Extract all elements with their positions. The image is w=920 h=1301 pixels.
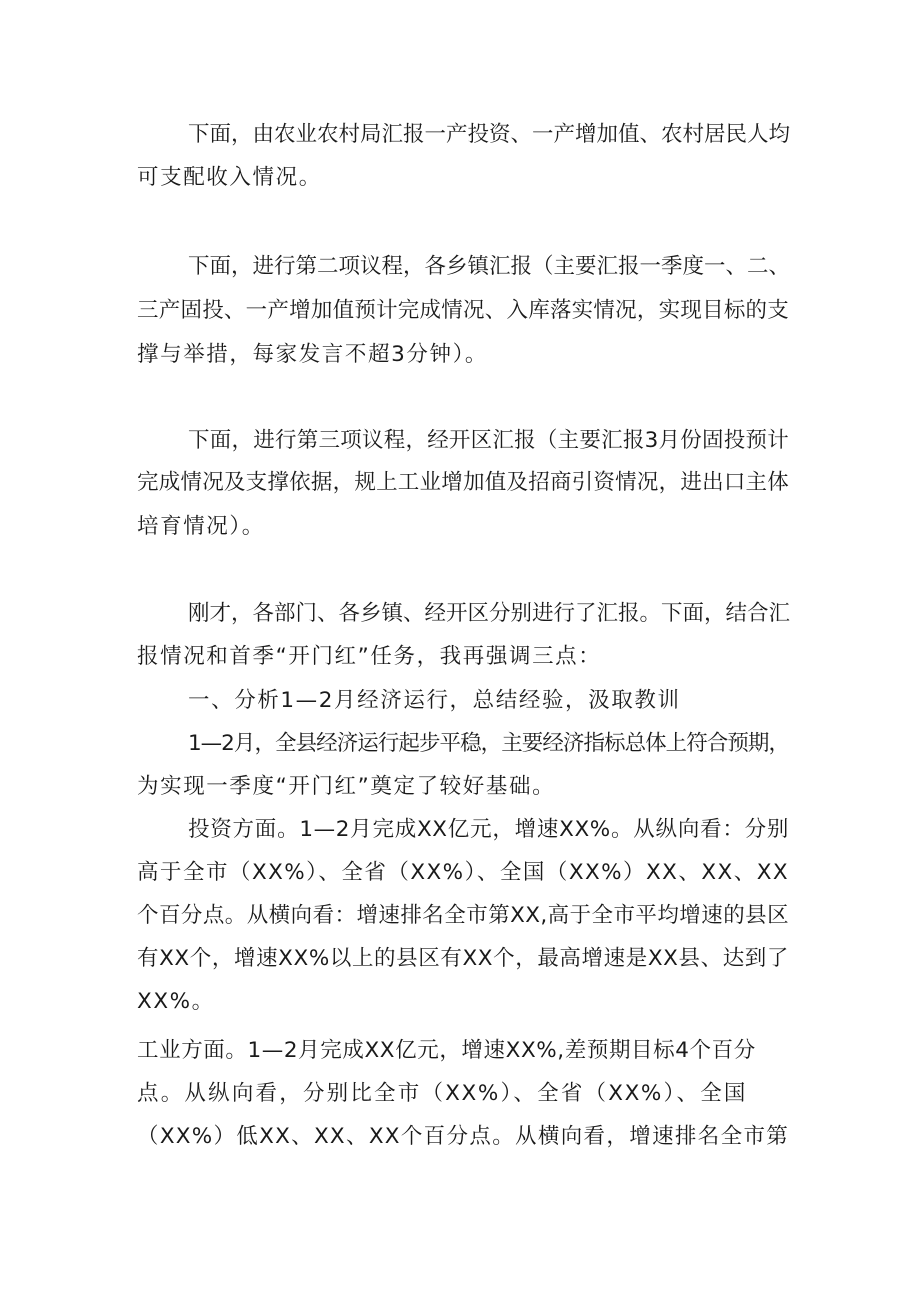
paragraph-2-line-1: 下面，进行第二项议程，各乡镇汇报（主要汇报一季度一、二、 xyxy=(188,254,791,279)
paragraph-3-line-1: 下面，进行第三项议程，经开区汇报（主要汇报3月份固投预计 xyxy=(188,428,789,453)
section-heading-1: 一、分析1—2月经济运行，总结经验，汲取教训 xyxy=(188,688,681,713)
paragraph-6-line-2: 为实现一季度“开门红”奠定了较好基础。 xyxy=(137,774,556,799)
paragraph-4-line-2: 报情况和首季“开门红”任务，我再强调三点： xyxy=(137,644,602,669)
paragraph-6-line-1: 1—2月，全县经济运行起步平稳，主要经济指标总体上符合预期， xyxy=(188,731,789,756)
paragraph-7-line-4: 有XX个，增速XX%以上的县区有XX个，最高增速是XX县、达到了 xyxy=(137,946,789,971)
paragraph-3-line-3: 培育情况）。 xyxy=(137,514,265,539)
paragraph-7-line-1: 投资方面。1—2月完成XX亿元，增速XX%。从纵向看：分别 xyxy=(188,817,789,842)
paragraph-2-line-2: 三产固投、一产增加值预计完成情况、入库落实情况，实现目标的支 xyxy=(137,298,789,323)
paragraph-3-line-2: 完成情况及支撑依据，规上工业增加值及招商引资情况，进出口主体 xyxy=(137,470,789,495)
paragraph-7-line-2: 高于全市（XX%）、全省（XX%）、全国（XX%）XX、XX、XX xyxy=(137,860,789,885)
paragraph-7-line-5: XX%。 xyxy=(137,989,215,1014)
paragraph-7-line-3: 个百分点。从横向看：增速排名全市第XX,高于全市平均增速的县区 xyxy=(137,903,789,928)
paragraph-2-line-3: 撑与举措，每家发言不超3分钟）。 xyxy=(137,342,489,367)
paragraph-4-line-1: 刚才，各部门、各乡镇、经开区分别进行了汇报。下面，结合汇 xyxy=(188,601,791,626)
paragraph-1-line-1: 下面，由农业农村局汇报一产投资、一产增加值、农村居民人均 xyxy=(188,122,791,147)
paragraph-8-line-1: 工业方面。1—2月完成XX亿元，增速XX%,差预期目标4个百分 xyxy=(137,1038,756,1063)
paragraph-8-line-2: 点。从纵向看，分别比全市（XX%）、全省（XX%）、全国 xyxy=(137,1081,747,1106)
paragraph-8-line-3: （XX%）低XX、XX、XX个百分点。从横向看，增速排名全市第 xyxy=(137,1124,789,1149)
paragraph-1-line-2: 可支配收入情况。 xyxy=(137,165,322,190)
